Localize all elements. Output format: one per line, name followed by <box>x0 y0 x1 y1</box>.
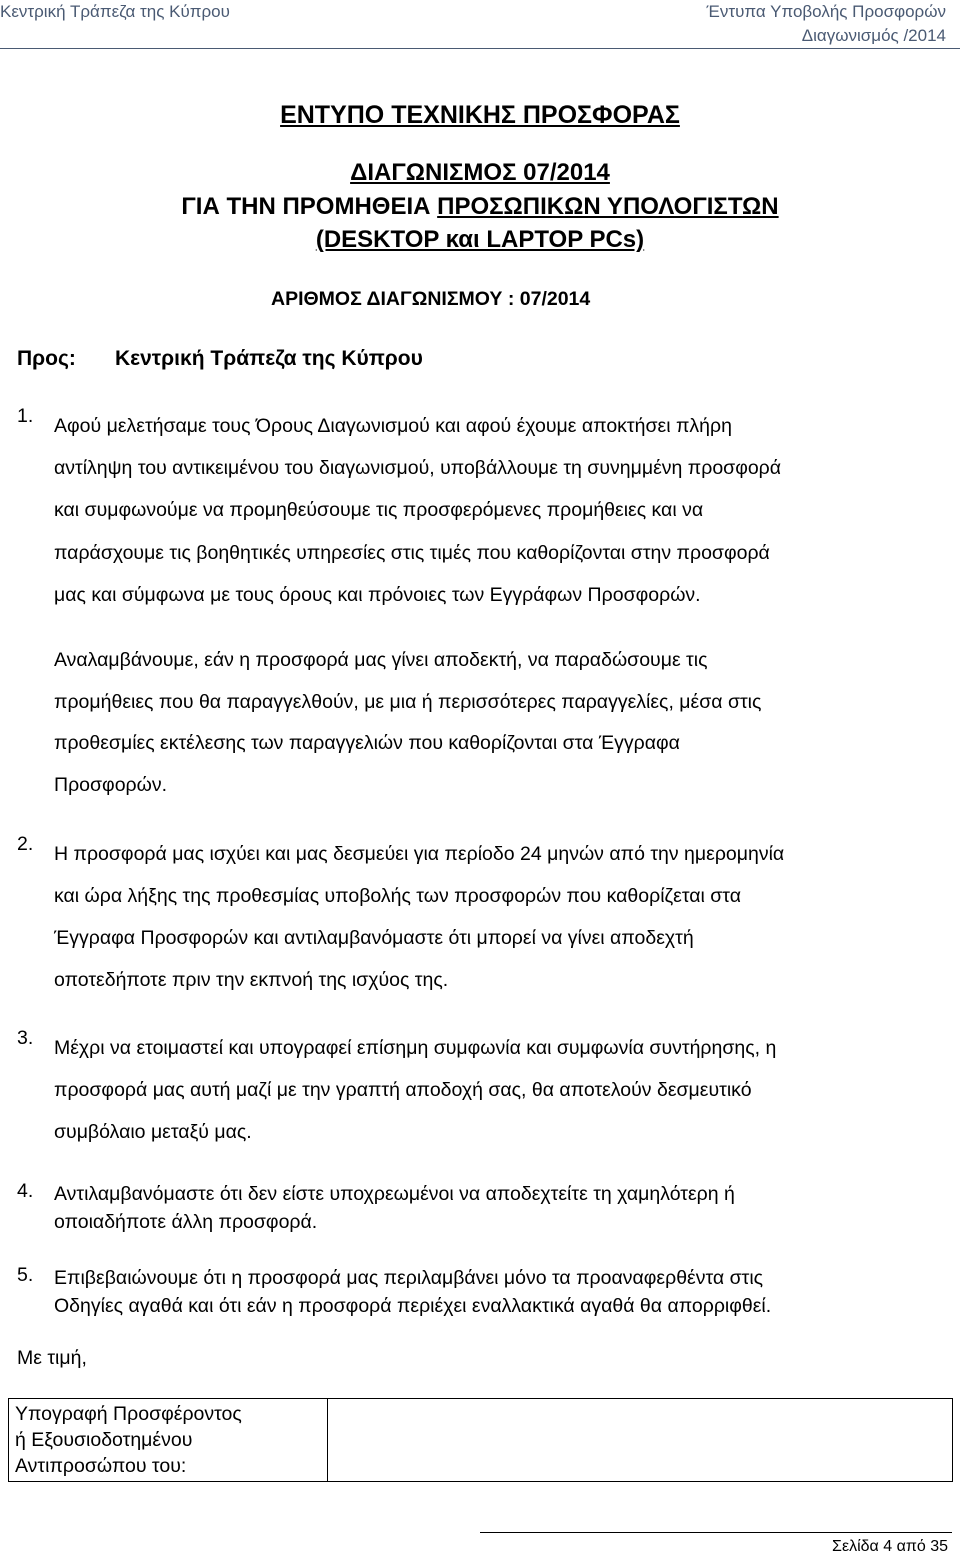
item-number: 2. <box>17 833 34 855</box>
item-line: Αντιλαμβανόμαστε ότι δεν είστε υποχρεωμένοι να αποδεχτείτε τη χαμηλότερη ή <box>54 1183 735 1205</box>
list-item <box>54 405 952 616</box>
item-line: Η προσφορά μας ισχύει και μας δεσμεύει για περίοδο 24 μηνών από την ημερομηνία <box>54 843 785 865</box>
item-number: 4. <box>17 1180 34 1202</box>
item-line: συμβόλαιο μεταξύ μας. <box>54 1121 252 1143</box>
signature-field[interactable] <box>328 1399 953 1482</box>
item-line: παράσχουμε τις βοηθητικές υπηρεσίες στις τιμές που καθορίζονται στην προσφορά <box>54 541 770 564</box>
header-organization: Κεντρική Τράπεζα της Κύπρου <box>0 2 230 21</box>
item-line: προσφορά μας αυτή μαζί με την γραπτή αποδοχή σας, θα αποτελούν δεσμευτικό <box>54 1079 752 1101</box>
item-line: οποιαδήποτε άλλη προσφορά. <box>54 1211 318 1233</box>
list-item <box>54 640 952 806</box>
item-number: 3. <box>17 1027 34 1049</box>
contest-title <box>0 159 960 187</box>
signature-label-line: Υπογραφή Προσφέροντος <box>15 1403 242 1425</box>
page-title: ΕΝΤΥΠΟ ΤΕΧΝΙΚΗΣ ΠΡΟΣΦΟΡΑΣ <box>280 101 680 129</box>
item-line: προθεσμίες εκτέλεσης των παραγγελιών που καθορίζονται στα Έγγραφα <box>54 732 680 754</box>
closing-salutation: Με τιμή, <box>17 1347 87 1369</box>
item-line: μας και σύμφωνα με τους όρους και πρόνοιες των Εγγράφων Προσφορών. <box>54 583 701 606</box>
devices-title: (DESKTOP και LAPTOP PCs) <box>315 226 645 253</box>
footer-divider <box>480 1532 952 1533</box>
item-line: Μέχρι να ετοιμαστεί και υπογραφεί επίσημη συμφωνία και συμφωνία συντήρησης, η <box>54 1037 777 1059</box>
recipient-label: Προς: <box>17 347 76 370</box>
header-contest: Διαγωνισμός /2014 <box>801 26 946 45</box>
contest-number: ΑΡΙΘΜΟΣ ΔΙΑΓΩΝΙΣΜΟΥ : 07/2014 <box>271 288 591 310</box>
header-divider <box>0 48 960 49</box>
item-line: και ώρα λήξης της προθεσμίας υποβολής των προσφορών που καθορίζεται στα <box>54 885 742 907</box>
header-document-type: Έντυπα Υποβολής Προσφορών <box>706 2 946 21</box>
contest-title-text: ΔΙΑΓΩΝΙΣΜΟΣ 07/2014 <box>350 159 610 186</box>
item-number: 5. <box>17 1264 34 1286</box>
signature-label-cell <box>9 1399 328 1482</box>
item-line: και συμφωνούμε να προμηθεύσουμε τις προσφερόμενες προμήθειες και να <box>54 499 704 522</box>
item-line: αντίληψη του αντικειμένου του διαγωνισμού, υποβάλλουμε τη συνημμένη προσφορά <box>54 457 782 480</box>
signature-label-line: ή Εξουσιοδοτημένου <box>15 1429 193 1451</box>
signature-label-line: Αντιπροσώπου του: <box>15 1455 187 1477</box>
signature-table <box>8 1398 953 1482</box>
item-line: Οδηγίες αγαθά και ότι εάν η προσφορά περιέχει εναλλακτικά αγαθά θα απορριφθεί. <box>54 1295 772 1317</box>
item-line: Έγγραφα Προσφορών και αντιλαμβανόμαστε ότι μπορεί να γίνει αποδεχτή <box>54 927 694 949</box>
item-line: Αναλαμβάνουμε, εάν η προσφορά μας γίνει αποδεκτή, να παραδώσουμε τις <box>54 649 708 671</box>
list-item <box>54 833 952 1001</box>
item-line: Αφού μελετήσαμε τους Όρους Διαγωνισμού και αφού έχουμε αποκτήσει πλήρη <box>54 415 732 437</box>
supply-title-highlight: ΠΡΟΣΩΠΙΚΩΝ ΥΠΟΛΟΓΙΣΤΩΝ <box>437 193 779 220</box>
list-item <box>54 1264 952 1320</box>
item-line: Προσφορών. <box>54 773 168 796</box>
page-number: Σελίδα 4 από 35 <box>832 1538 948 1555</box>
list-item <box>54 1027 952 1153</box>
supply-title-prefix: ΓΙΑ ΤΗΝ ΠΡΟΜΗΘΕΙΑ <box>181 193 438 220</box>
recipient-name: Κεντρική Τράπεζα της Κύπρου <box>115 347 423 370</box>
item-line: οποτεδήποτε πριν την εκπνοή της ισχύος της. <box>54 969 449 991</box>
item-line: Επιβεβαιώνουμε ότι η προσφορά μας περιλαμβάνει μόνο τα προαναφερθέντα στις <box>54 1267 764 1289</box>
item-line: προμήθειες που θα παραγγελθούν, με μια ή περισσότερες παραγγελίες, μέσα στις <box>54 690 762 713</box>
supply-title <box>0 193 960 221</box>
item-number: 1. <box>17 405 34 427</box>
list-item <box>54 1180 952 1236</box>
